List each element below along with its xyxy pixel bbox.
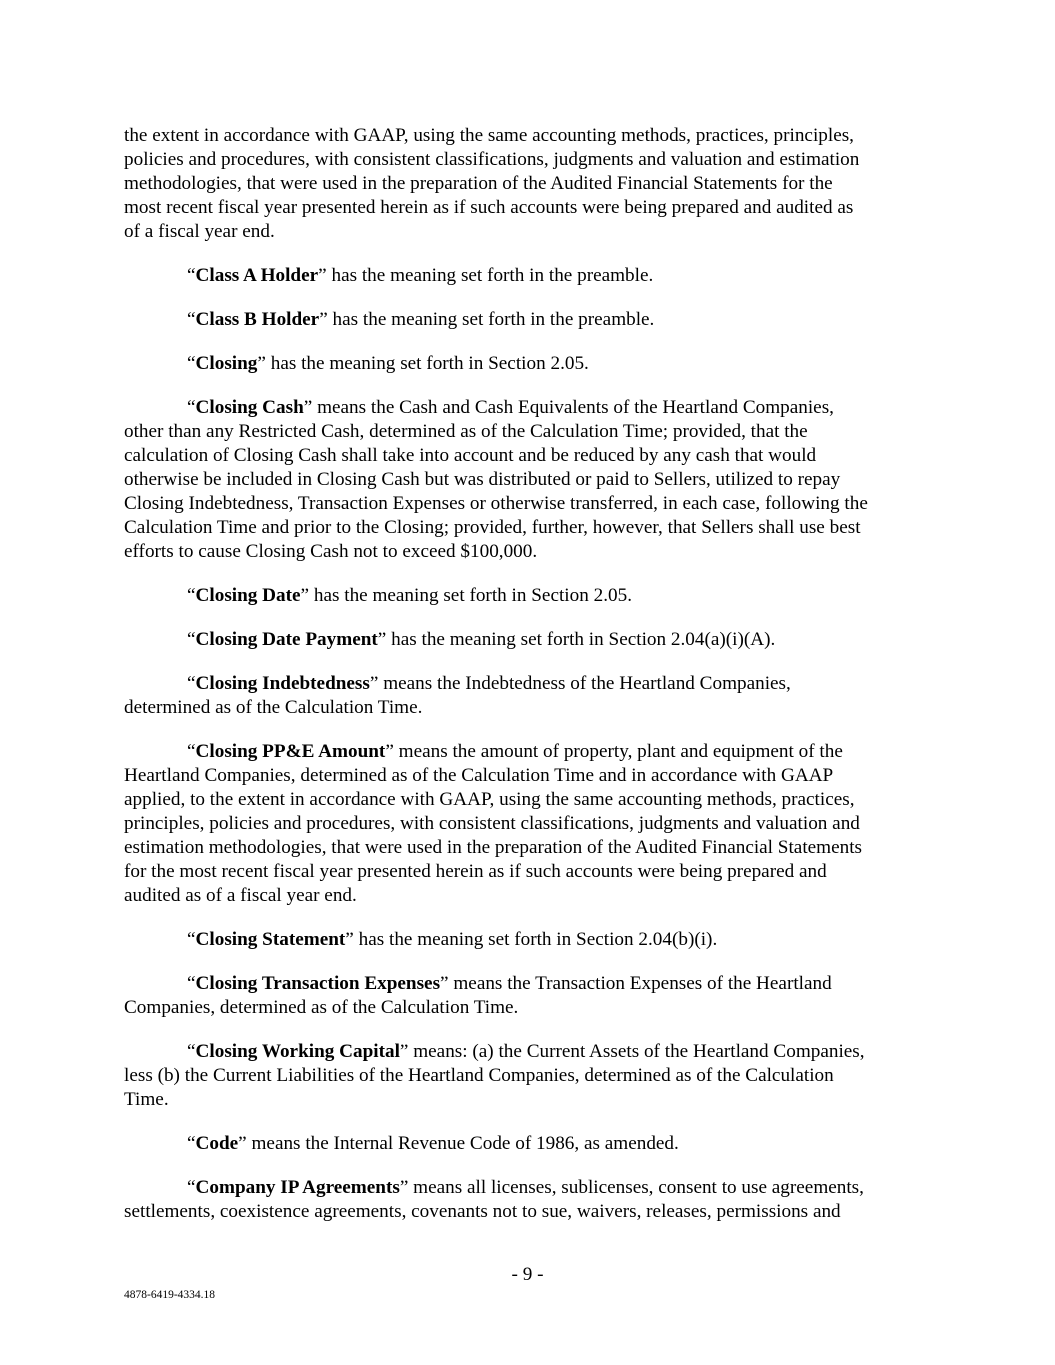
page-number: - 9 - xyxy=(511,1264,544,1285)
definition-paragraph xyxy=(124,264,930,288)
definition-line: less (b) the Current Liabilities of the Heartland Companies, determined as of the Calculation xyxy=(124,1065,834,1086)
definition-first-line xyxy=(124,352,930,376)
close-quote: ” xyxy=(318,265,327,286)
close-quote: ” xyxy=(369,673,379,694)
definition-paragraph xyxy=(124,928,930,952)
defined-term: Class B Holder xyxy=(195,309,320,330)
definition-line: Companies, determined as of the Calculation Time. xyxy=(124,997,519,1018)
document-body xyxy=(124,124,930,1244)
close-quote: ” xyxy=(440,973,449,994)
open-quote: “ xyxy=(187,585,196,606)
definition-first-line xyxy=(124,672,930,696)
intro-line: policies and procedures, with consistent classifications, judgments and valuation and estimation xyxy=(124,149,860,170)
defined-term: Closing Working Capital xyxy=(195,1041,400,1062)
open-quote: “ xyxy=(187,673,196,694)
open-quote: “ xyxy=(187,741,196,762)
definition-first-line xyxy=(124,584,930,608)
definition-line: calculation of Closing Cash shall take into account and be reduced by any cash that would xyxy=(124,445,817,466)
definition-line: settlements, coexistence agreements, covenants not to sue, waivers, releases, permissions and xyxy=(124,1201,841,1222)
definition-paragraph xyxy=(124,972,930,1020)
definitions-list xyxy=(124,264,930,1224)
definition-line: otherwise be included in Closing Cash but was distributed or paid to Sellers, utilized to repay xyxy=(124,469,841,490)
definition-first-line xyxy=(124,1176,930,1200)
defined-term: Closing PP&E Amount xyxy=(195,741,386,762)
defined-term: Closing Indebtedness xyxy=(195,673,370,694)
defined-term: Company IP Agreements xyxy=(195,1177,400,1198)
definition-line: principles, policies and procedures, with consistent classifications, judgments and valuation and xyxy=(124,813,860,834)
defined-term: Closing xyxy=(195,353,258,374)
definition-paragraph xyxy=(124,1040,930,1112)
definition-first-line xyxy=(124,1040,930,1064)
intro-paragraph xyxy=(124,124,930,244)
close-quote: ” xyxy=(399,1041,409,1062)
definition-line: for the most recent fiscal year presented herein as if such accounts were being prepared and xyxy=(124,861,827,882)
open-quote: “ xyxy=(187,629,196,650)
close-quote: ” xyxy=(377,629,387,650)
defined-term: Closing Cash xyxy=(195,397,304,418)
open-quote: “ xyxy=(187,309,196,330)
definition-line: Heartland Companies, determined as of the Calculation Time and in accordance with GAAP xyxy=(124,765,834,786)
defined-term: Closing Transaction Expenses xyxy=(195,973,441,994)
definition-paragraph xyxy=(124,1176,930,1224)
open-quote: “ xyxy=(187,929,196,950)
close-quote: ” xyxy=(345,929,354,950)
definition-first-line xyxy=(124,628,930,652)
open-quote: “ xyxy=(187,1041,196,1062)
open-quote: “ xyxy=(187,973,196,994)
intro-line: methodologies, that were used in the preparation of the Audited Financial Statements for the xyxy=(124,173,833,194)
definition-text: has the meaning set forth in Section 2.05. xyxy=(309,585,632,606)
close-quote: ” xyxy=(399,1177,409,1198)
open-quote: “ xyxy=(187,1133,196,1154)
intro-line: of a fiscal year end. xyxy=(124,221,275,242)
document-id: 4878-6419-4334.18 xyxy=(124,1289,216,1301)
definition-first-line xyxy=(124,1132,930,1156)
definition-text: has the meaning set forth in Section 2.04(a)(i)(A). xyxy=(386,629,776,650)
definition-text: has the meaning set forth in Section 2.05. xyxy=(265,353,589,374)
definition-first-line xyxy=(124,308,930,332)
open-quote: “ xyxy=(187,265,196,286)
definition-text: means the Cash and Cash Equivalents of the Heartland Companies, xyxy=(312,397,834,418)
defined-term: Closing Date xyxy=(195,585,301,606)
definition-paragraph xyxy=(124,1132,930,1156)
close-quote: ” xyxy=(385,741,394,762)
defined-term: Class A Holder xyxy=(195,265,319,286)
definition-text: has the meaning set forth in the preamble. xyxy=(327,309,655,330)
definition-first-line xyxy=(124,264,930,288)
definition-paragraph xyxy=(124,628,930,652)
defined-term: Closing Date Payment xyxy=(195,629,378,650)
definition-text: means the Indebtedness of the Heartland Companies, xyxy=(378,673,791,694)
intro-line: most recent fiscal year presented herein as if such accounts were being prepared and audited as xyxy=(124,197,854,218)
definition-paragraph xyxy=(124,740,930,908)
close-quote: ” xyxy=(300,585,310,606)
definition-text: means the amount of property, plant and equipment of the xyxy=(393,741,843,762)
definition-line: applied, to the extent in accordance with GAAP, using the same accounting methods, practices, xyxy=(124,789,855,810)
definition-text: has the meaning set forth in Section 2.04(b)(i). xyxy=(353,929,718,950)
definition-line: estimation methodologies, that were used in the preparation of the Audited Financial Statements xyxy=(124,837,863,858)
definition-line: Time. xyxy=(124,1089,169,1110)
definition-paragraph xyxy=(124,308,930,332)
definition-line: Calculation Time and prior to the Closing; provided, further, however, that Sellers shall use best xyxy=(124,517,861,538)
close-quote: ” xyxy=(238,1133,247,1154)
definition-line: determined as of the Calculation Time. xyxy=(124,697,423,718)
definition-text: means the Transaction Expenses of the Heartland xyxy=(448,973,832,994)
definition-text: means all licenses, sublicenses, consent to use agreements, xyxy=(408,1177,864,1198)
definition-paragraph xyxy=(124,672,930,720)
definition-text: has the meaning set forth in the preamble. xyxy=(326,265,654,286)
intro-line: the extent in accordance with GAAP, using the same accounting methods, practices, principles, xyxy=(124,125,854,146)
definition-first-line xyxy=(124,396,930,420)
definition-paragraph xyxy=(124,352,930,376)
close-quote: ” xyxy=(319,309,328,330)
definition-text: means the Internal Revenue Code of 1986, as amended. xyxy=(246,1133,679,1154)
close-quote: ” xyxy=(303,397,313,418)
definition-text: means: (a) the Current Assets of the Heartland Companies, xyxy=(408,1041,865,1062)
defined-term: Code xyxy=(195,1133,239,1154)
open-quote: “ xyxy=(187,397,196,418)
definition-line: other than any Restricted Cash, determined as of the Calculation Time; provided, that the xyxy=(124,421,808,442)
definition-paragraph xyxy=(124,584,930,608)
defined-term: Closing Statement xyxy=(195,929,346,950)
definition-first-line xyxy=(124,928,930,952)
definition-line: efforts to cause Closing Cash not to exceed $100,000. xyxy=(124,541,538,562)
definition-line: audited as of a fiscal year end. xyxy=(124,885,357,906)
definition-line: Closing Indebtedness, Transaction Expenses or otherwise transferred, in each case, following the xyxy=(124,493,868,514)
definition-first-line xyxy=(124,972,930,996)
open-quote: “ xyxy=(187,353,196,374)
definition-paragraph xyxy=(124,396,930,564)
open-quote: “ xyxy=(187,1177,196,1198)
definition-first-line xyxy=(124,740,930,764)
close-quote: ” xyxy=(257,353,266,374)
